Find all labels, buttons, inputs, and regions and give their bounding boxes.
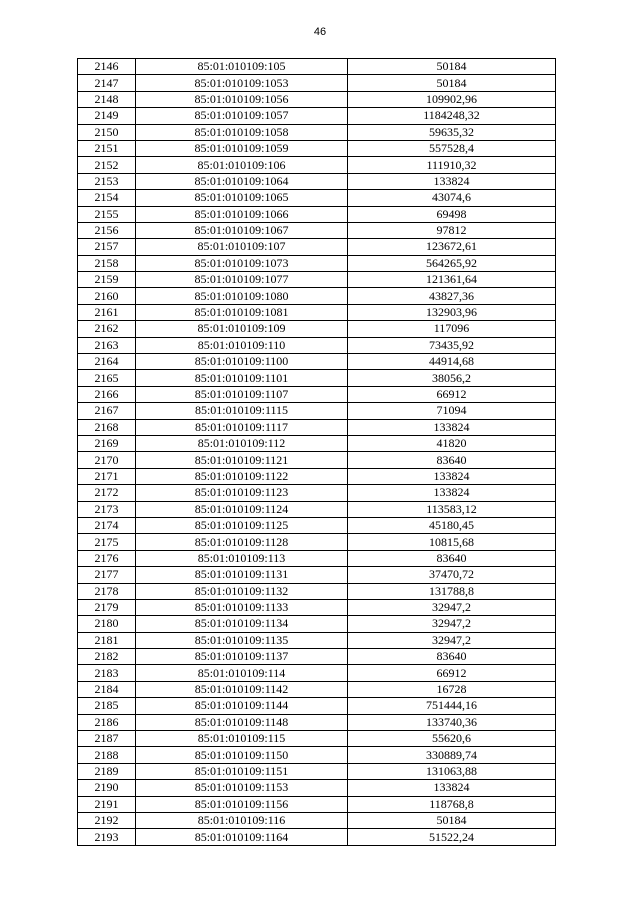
table-row [78, 747, 556, 763]
row-number-cell: 2168 [78, 419, 136, 435]
value-cell: 83640 [348, 649, 556, 665]
value-cell: 16728 [348, 681, 556, 697]
cadastral-number-cell: 85:01:010109:1124 [136, 501, 348, 517]
table-row [78, 501, 556, 517]
table-row [78, 731, 556, 747]
table-row [78, 304, 556, 320]
value-cell: 111910,32 [348, 157, 556, 173]
value-cell: 118768,8 [348, 796, 556, 812]
page-number: 46 [313, 26, 327, 38]
table-row [78, 173, 556, 189]
table-row [78, 796, 556, 812]
table-row [78, 534, 556, 550]
value-cell: 97812 [348, 222, 556, 238]
cadastral-number-cell: 85:01:010109:114 [136, 665, 348, 681]
value-cell: 113583,12 [348, 501, 556, 517]
cadastral-number-cell: 85:01:010109:106 [136, 157, 348, 173]
value-cell: 38056,2 [348, 370, 556, 386]
row-number-cell: 2178 [78, 583, 136, 599]
row-number-cell: 2166 [78, 386, 136, 402]
value-cell: 109902,96 [348, 91, 556, 107]
cadastral-number-cell: 85:01:010109:1080 [136, 288, 348, 304]
table-row [78, 468, 556, 484]
cadastral-number-cell: 85:01:010109:1150 [136, 747, 348, 763]
table-row [78, 698, 556, 714]
row-number-cell: 2150 [78, 124, 136, 140]
row-number-cell: 2176 [78, 550, 136, 566]
row-number-cell: 2147 [78, 75, 136, 91]
table-row [78, 714, 556, 730]
row-number-cell: 2186 [78, 714, 136, 730]
cadastral-number-cell: 85:01:010109:1121 [136, 452, 348, 468]
cadastral-number-cell: 85:01:010109:1128 [136, 534, 348, 550]
cadastral-number-cell: 85:01:010109:1100 [136, 354, 348, 370]
cadastral-number-cell: 85:01:010109:1056 [136, 91, 348, 107]
table-row [78, 485, 556, 501]
row-number-cell: 2175 [78, 534, 136, 550]
cadastral-number-cell: 85:01:010109:1065 [136, 190, 348, 206]
row-number-cell: 2190 [78, 780, 136, 796]
value-cell: 66912 [348, 386, 556, 402]
table-body [78, 59, 556, 846]
cadastral-value-table [77, 58, 556, 846]
value-cell: 132903,96 [348, 304, 556, 320]
value-cell: 44914,68 [348, 354, 556, 370]
value-cell: 69498 [348, 206, 556, 222]
cadastral-number-cell: 85:01:010109:110 [136, 337, 348, 353]
table-row [78, 157, 556, 173]
table-row [78, 812, 556, 828]
table-row [78, 452, 556, 468]
value-cell: 50184 [348, 812, 556, 828]
cadastral-number-cell: 85:01:010109:1142 [136, 681, 348, 697]
value-cell: 45180,45 [348, 517, 556, 533]
value-cell: 10815,68 [348, 534, 556, 550]
row-number-cell: 2169 [78, 435, 136, 451]
value-cell: 564265,92 [348, 255, 556, 271]
row-number-cell: 2160 [78, 288, 136, 304]
cadastral-number-cell: 85:01:010109:1132 [136, 583, 348, 599]
cadastral-number-cell: 85:01:010109:112 [136, 435, 348, 451]
row-number-cell: 2171 [78, 468, 136, 484]
row-number-cell: 2189 [78, 763, 136, 779]
cadastral-number-cell: 85:01:010109:1153 [136, 780, 348, 796]
cadastral-number-cell: 85:01:010109:1053 [136, 75, 348, 91]
value-cell: 59635,32 [348, 124, 556, 140]
cadastral-number-cell: 85:01:010109:1067 [136, 222, 348, 238]
row-number-cell: 2182 [78, 649, 136, 665]
value-cell: 32947,2 [348, 632, 556, 648]
row-number-cell: 2188 [78, 747, 136, 763]
table-row [78, 616, 556, 632]
table-row [78, 288, 556, 304]
row-number-cell: 2165 [78, 370, 136, 386]
row-number-cell: 2148 [78, 91, 136, 107]
table-row [78, 829, 556, 845]
value-cell: 131063,88 [348, 763, 556, 779]
row-number-cell: 2161 [78, 304, 136, 320]
value-cell: 1184248,32 [348, 108, 556, 124]
value-cell: 37470,72 [348, 567, 556, 583]
cadastral-number-cell: 85:01:010109:1077 [136, 272, 348, 288]
row-number-cell: 2164 [78, 354, 136, 370]
row-number-cell: 2151 [78, 140, 136, 156]
cadastral-number-cell: 85:01:010109:1117 [136, 419, 348, 435]
value-cell: 73435,92 [348, 337, 556, 353]
row-number-cell: 2154 [78, 190, 136, 206]
row-number-cell: 2179 [78, 599, 136, 615]
table-row [78, 403, 556, 419]
cadastral-number-cell: 85:01:010109:1081 [136, 304, 348, 320]
value-cell: 133824 [348, 419, 556, 435]
value-cell: 123672,61 [348, 239, 556, 255]
table-row [78, 354, 556, 370]
value-cell: 41820 [348, 435, 556, 451]
table-row [78, 222, 556, 238]
cadastral-number-cell: 85:01:010109:107 [136, 239, 348, 255]
table-row [78, 550, 556, 566]
value-cell: 51522,24 [348, 829, 556, 845]
cadastral-number-cell: 85:01:010109:1151 [136, 763, 348, 779]
row-number-cell: 2155 [78, 206, 136, 222]
cadastral-number-cell: 85:01:010109:116 [136, 812, 348, 828]
table-row [78, 780, 556, 796]
value-cell: 133824 [348, 485, 556, 501]
value-cell: 133824 [348, 173, 556, 189]
value-cell: 43074,6 [348, 190, 556, 206]
table-row [78, 321, 556, 337]
cadastral-number-cell: 85:01:010109:1125 [136, 517, 348, 533]
table-row [78, 239, 556, 255]
cadastral-number-cell: 85:01:010109:1156 [136, 796, 348, 812]
row-number-cell: 2172 [78, 485, 136, 501]
cadastral-number-cell: 85:01:010109:1123 [136, 485, 348, 501]
cadastral-number-cell: 85:01:010109:1133 [136, 599, 348, 615]
row-number-cell: 2180 [78, 616, 136, 632]
table-row [78, 763, 556, 779]
table-row [78, 190, 556, 206]
cadastral-number-cell: 85:01:010109:115 [136, 731, 348, 747]
value-cell: 133824 [348, 780, 556, 796]
cadastral-number-cell: 85:01:010109:1164 [136, 829, 348, 845]
value-cell: 330889,74 [348, 747, 556, 763]
row-number-cell: 2158 [78, 255, 136, 271]
value-cell: 117096 [348, 321, 556, 337]
cadastral-number-cell: 85:01:010109:1122 [136, 468, 348, 484]
table-row [78, 583, 556, 599]
row-number-cell: 2153 [78, 173, 136, 189]
table-row [78, 681, 556, 697]
value-cell: 66912 [348, 665, 556, 681]
row-number-cell: 2185 [78, 698, 136, 714]
table-row [78, 75, 556, 91]
table-row [78, 206, 556, 222]
table-row [78, 419, 556, 435]
row-number-cell: 2167 [78, 403, 136, 419]
row-number-cell: 2183 [78, 665, 136, 681]
row-number-cell: 2184 [78, 681, 136, 697]
value-cell: 131788,8 [348, 583, 556, 599]
table-row [78, 649, 556, 665]
row-number-cell: 2162 [78, 321, 136, 337]
cadastral-number-cell: 85:01:010109:113 [136, 550, 348, 566]
value-cell: 83640 [348, 550, 556, 566]
table-row [78, 140, 556, 156]
cadastral-number-cell: 85:01:010109:1058 [136, 124, 348, 140]
cadastral-number-cell: 85:01:010109:1066 [136, 206, 348, 222]
table-row [78, 517, 556, 533]
cadastral-number-cell: 85:01:010109:1057 [136, 108, 348, 124]
cadastral-number-cell: 85:01:010109:1107 [136, 386, 348, 402]
row-number-cell: 2152 [78, 157, 136, 173]
cadastral-number-cell: 85:01:010109:1131 [136, 567, 348, 583]
cadastral-number-cell: 85:01:010109:1101 [136, 370, 348, 386]
row-number-cell: 2170 [78, 452, 136, 468]
value-cell: 50184 [348, 59, 556, 75]
table-row [78, 386, 556, 402]
row-number-cell: 2191 [78, 796, 136, 812]
row-number-cell: 2146 [78, 59, 136, 75]
cadastral-number-cell: 85:01:010109:105 [136, 59, 348, 75]
table-row [78, 567, 556, 583]
row-number-cell: 2156 [78, 222, 136, 238]
cadastral-number-cell: 85:01:010109:1148 [136, 714, 348, 730]
value-cell: 50184 [348, 75, 556, 91]
value-cell: 751444,16 [348, 698, 556, 714]
cadastral-number-cell: 85:01:010109:1064 [136, 173, 348, 189]
value-cell: 133824 [348, 468, 556, 484]
table-row [78, 370, 556, 386]
value-cell: 55620,6 [348, 731, 556, 747]
cadastral-number-cell: 85:01:010109:1144 [136, 698, 348, 714]
value-cell: 121361,64 [348, 272, 556, 288]
row-number-cell: 2193 [78, 829, 136, 845]
row-number-cell: 2174 [78, 517, 136, 533]
table-row [78, 108, 556, 124]
table-row [78, 255, 556, 271]
table-row [78, 272, 556, 288]
cadastral-number-cell: 85:01:010109:1135 [136, 632, 348, 648]
cadastral-number-cell: 85:01:010109:1073 [136, 255, 348, 271]
row-number-cell: 2187 [78, 731, 136, 747]
cadastral-number-cell: 85:01:010109:1134 [136, 616, 348, 632]
cadastral-number-cell: 85:01:010109:1137 [136, 649, 348, 665]
table-row [78, 435, 556, 451]
value-cell: 133740,36 [348, 714, 556, 730]
table-row [78, 665, 556, 681]
row-number-cell: 2159 [78, 272, 136, 288]
value-cell: 71094 [348, 403, 556, 419]
row-number-cell: 2163 [78, 337, 136, 353]
row-number-cell: 2157 [78, 239, 136, 255]
row-number-cell: 2149 [78, 108, 136, 124]
row-number-cell: 2181 [78, 632, 136, 648]
table-row [78, 91, 556, 107]
table-row [78, 599, 556, 615]
cadastral-number-cell: 85:01:010109:1115 [136, 403, 348, 419]
row-number-cell: 2173 [78, 501, 136, 517]
table-row [78, 59, 556, 75]
value-cell: 32947,2 [348, 599, 556, 615]
row-number-cell: 2177 [78, 567, 136, 583]
table-row [78, 632, 556, 648]
cadastral-number-cell: 85:01:010109:1059 [136, 140, 348, 156]
table-row [78, 337, 556, 353]
value-cell: 83640 [348, 452, 556, 468]
row-number-cell: 2192 [78, 812, 136, 828]
value-cell: 43827,36 [348, 288, 556, 304]
table-row [78, 124, 556, 140]
value-cell: 557528,4 [348, 140, 556, 156]
cadastral-number-cell: 85:01:010109:109 [136, 321, 348, 337]
value-cell: 32947,2 [348, 616, 556, 632]
